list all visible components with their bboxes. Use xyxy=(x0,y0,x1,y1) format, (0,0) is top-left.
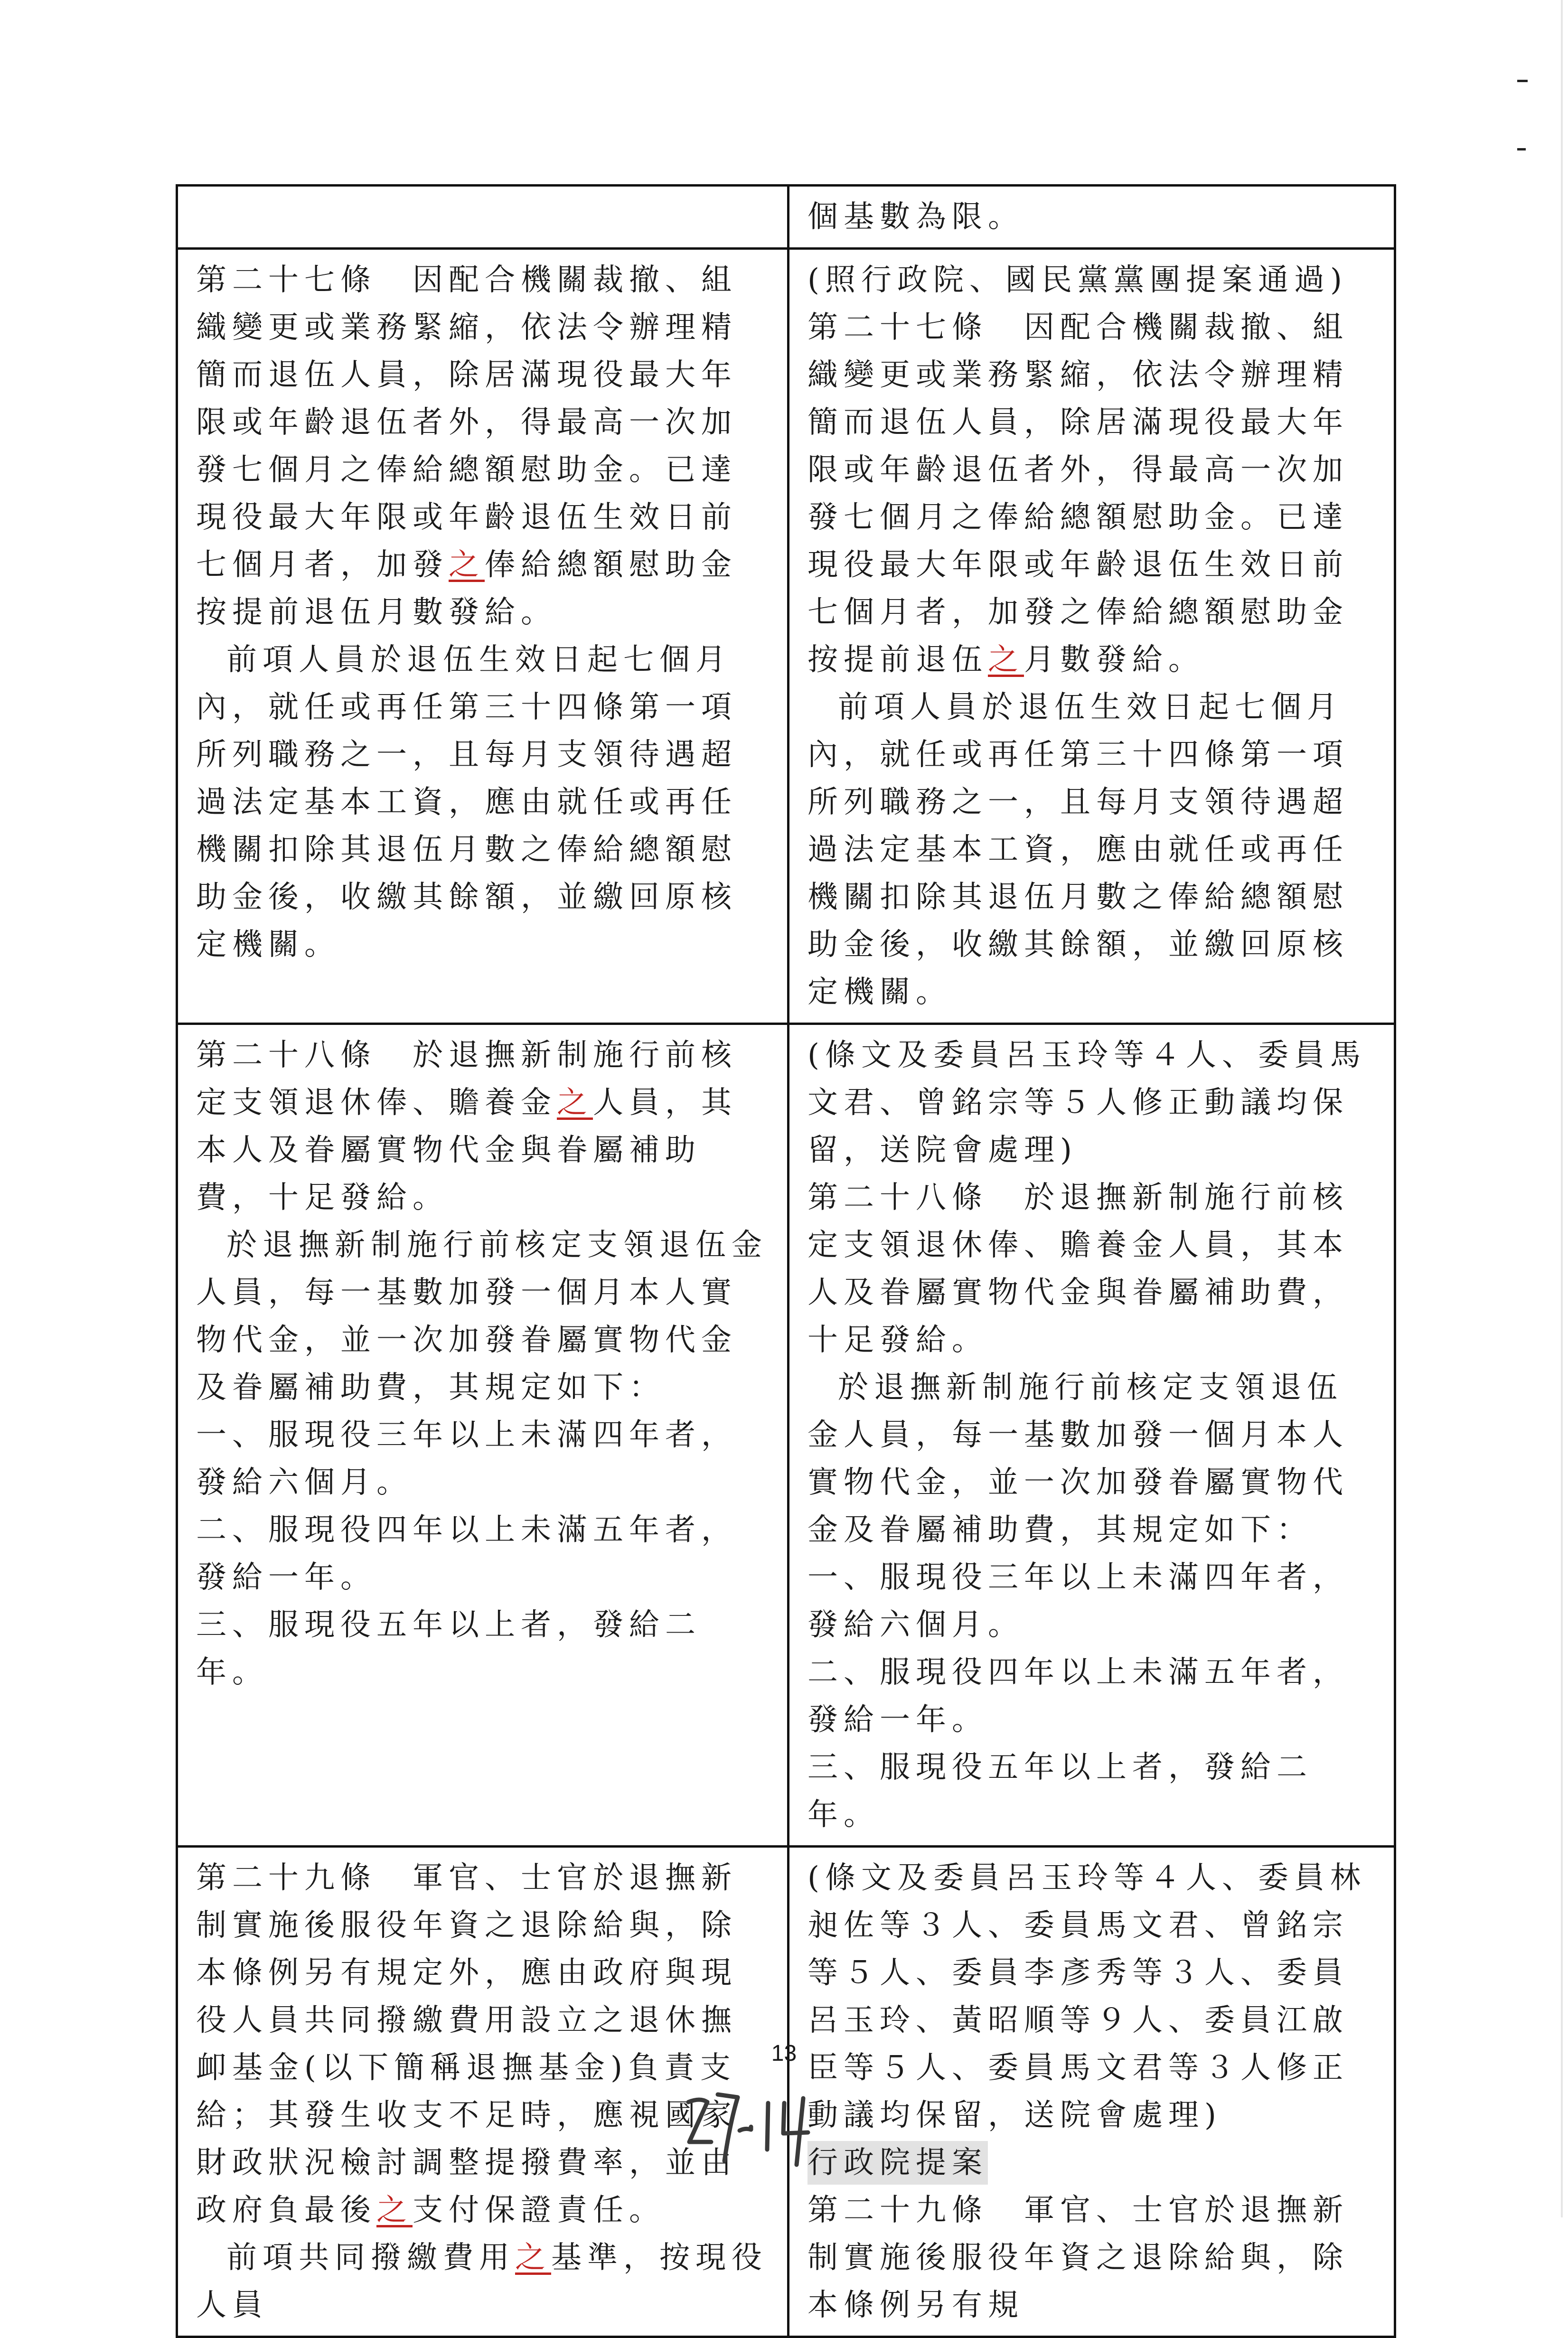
proposal-source-label: 行政院提案 xyxy=(807,2141,988,2185)
text-segment: 基準，按現役人員 xyxy=(196,2240,768,2323)
resolution-text-cell xyxy=(789,186,1395,249)
resolution-text-cell xyxy=(789,1024,1395,1847)
text-segment: 第二十九條 軍官、士官於退撫新制實施後服役年資之退除給與，除本條例另有規 xyxy=(807,2193,1349,2323)
page-number: 13 xyxy=(771,2041,797,2066)
resolution-text-cell xyxy=(789,249,1395,1024)
paragraph xyxy=(807,1744,1375,1839)
text-segment: 二、服現役四年以上未滿五年者，發給一年。 xyxy=(196,1512,737,1595)
paragraph xyxy=(807,1854,1375,2139)
scan-mark xyxy=(1517,148,1526,150)
table-row xyxy=(177,186,1395,249)
paragraph xyxy=(196,1601,768,1696)
text-segment: 二、服現役四年以上未滿五年者，發給一年。 xyxy=(807,1655,1349,1737)
paragraph xyxy=(807,1554,1375,1649)
paragraph xyxy=(807,256,1375,304)
paragraph xyxy=(807,1364,1375,1554)
amended-character: 之 xyxy=(557,1085,593,1120)
resolution-text-cell xyxy=(789,1847,1395,2337)
text-segment: 於退撫新制施行前核定支領退伍金人員，每一基數加發一個月本人實物代金，並一次加發眷屬實物代金及眷屬補助費，其規定如下： xyxy=(196,1228,768,1405)
text-segment: 俸給總額慰助金按提前退伍月數發給。 xyxy=(196,547,737,630)
text-segment: 第二十九條 軍官、士官於退撫新制實施後服役年資之退除給與，除本條例另有規定外，應由政府與現役人員共同撥繳費用設立之退休撫卹基金(以下簡稱退撫基金)負責支給；其發生收支不足時，應視國家財政狀況檢討調整提撥費率，並由政府負最後 xyxy=(196,1860,737,2228)
text-segment: 個基數為限。 xyxy=(807,199,1024,235)
text-segment: 前項人員於退伍生效日起七個月內，就任或再任第三十四條第一項所列職務之一，且每月支領待遇超過法定基本工資，應由就任或再任機關扣除其退伍月數之俸給總額慰助金後，收繳其餘額，並繳回原核定機關。 xyxy=(196,642,737,962)
text-segment: 第二十八條 於退撫新制施行前核定支領退休俸、贍養金 xyxy=(196,1038,737,1120)
text-segment: 一、服現役三年以上未滿四年者，發給六個月。 xyxy=(196,1418,737,1500)
amended-character: 之 xyxy=(988,642,1024,677)
original-text-cell xyxy=(177,186,789,249)
paragraph xyxy=(196,1411,768,1506)
paragraph xyxy=(196,1506,768,1601)
original-text-cell xyxy=(177,1024,789,1847)
text-segment: 三、服現役五年以上者，發給二年。 xyxy=(196,1607,701,1690)
paragraph xyxy=(807,2139,1375,2187)
paragraph xyxy=(807,1649,1375,1744)
scan-edge xyxy=(1561,0,1563,2217)
paragraph xyxy=(807,304,1375,684)
paragraph xyxy=(196,1032,768,1221)
paragraph xyxy=(807,2187,1375,2329)
table-row xyxy=(177,249,1395,1024)
text-segment: 三、服現役五年以上者，發給二年。 xyxy=(807,1750,1313,1832)
amended-character: 之 xyxy=(515,2240,551,2275)
text-segment: 前項人員於退伍生效日起七個月內，就任或再任第三十四條第一項所列職務之一，且每月支領待遇超過法定基本工資，應由就任或再任機關扣除其退伍月數之俸給總額慰助金後，收繳其餘額，並繳回原核定機關。 xyxy=(807,690,1349,1010)
text-segment: 月數發給。 xyxy=(1024,642,1204,677)
original-text-cell xyxy=(177,249,789,1024)
text-segment: 於退撫新制施行前核定支領退伍金人員，每一基數加發一個月本人實物代金，並一次加發眷屬實物代金及眷屬補助費，其規定如下： xyxy=(807,1370,1349,1548)
text-segment: 前項共同撥繳費用 xyxy=(226,2240,515,2275)
text-segment: 一、服現役三年以上未滿四年者，發給六個月。 xyxy=(807,1560,1349,1643)
text-segment: 支付保證責任。 xyxy=(413,2193,665,2228)
text-segment: (條文及委員呂玉玲等４人、委員馬文君、曾銘宗等５人修正動議均保留，送院會處理) xyxy=(807,1038,1366,1168)
handwritten-page-note xyxy=(679,2089,821,2174)
text-segment: 第二十八條 於退撫新制施行前核定支領退休俸、贍養金人員，其本人及眷屬實物代金與眷屬補助費，十足發給。 xyxy=(807,1180,1349,1358)
paragraph xyxy=(807,684,1375,1016)
paragraph xyxy=(196,636,768,968)
amended-character: 之 xyxy=(449,547,485,582)
paragraph xyxy=(196,2234,768,2329)
text-segment: (條文及委員呂玉玲等４人、委員林昶佐等３人、委員馬文君、曾銘宗等５人、委員李彥秀等３人、委員呂玉玲、黃昭順等９人、委員江啟臣等５人、委員馬文君等３人修正動議均保留，送院會處理) xyxy=(807,1860,1366,2133)
table-row xyxy=(177,1024,1395,1847)
text-segment: 第二十七條 因配合機關裁撤、組織變更或業務緊縮，依法令辦理精簡而退伍人員，除居滿現役最大年限或年齡退伍者外，得最高一次加發七個月之俸給總額慰助金。已達現役最大年限或年齡退伍生效日前七個月者，加發之俸給總額慰助金按提前退伍 xyxy=(807,310,1349,677)
paragraph xyxy=(807,193,1375,241)
paragraph xyxy=(196,256,768,636)
comparison-table xyxy=(176,184,1396,2338)
paragraph xyxy=(807,1032,1375,1174)
scan-mark xyxy=(1517,80,1528,82)
text-segment: 人員，其本人及眷屬實物代金與眷屬補助費，十足發給。 xyxy=(196,1085,737,1215)
paragraph xyxy=(807,1174,1375,1364)
text-segment: 第二十七條 因配合機關裁撤、組織變更或業務緊縮，依法令辦理精簡而退伍人員，除居滿現役最大年限或年齡退伍者外，得最高一次加發七個月之俸給總額慰助金。已達現役最大年限或年齡退伍生效日前七個月者，加發 xyxy=(196,263,737,582)
amended-character: 之 xyxy=(376,2193,413,2228)
text-segment: (照行政院、國民黨黨團提案通過) xyxy=(807,263,1348,298)
paragraph xyxy=(196,1221,768,1411)
